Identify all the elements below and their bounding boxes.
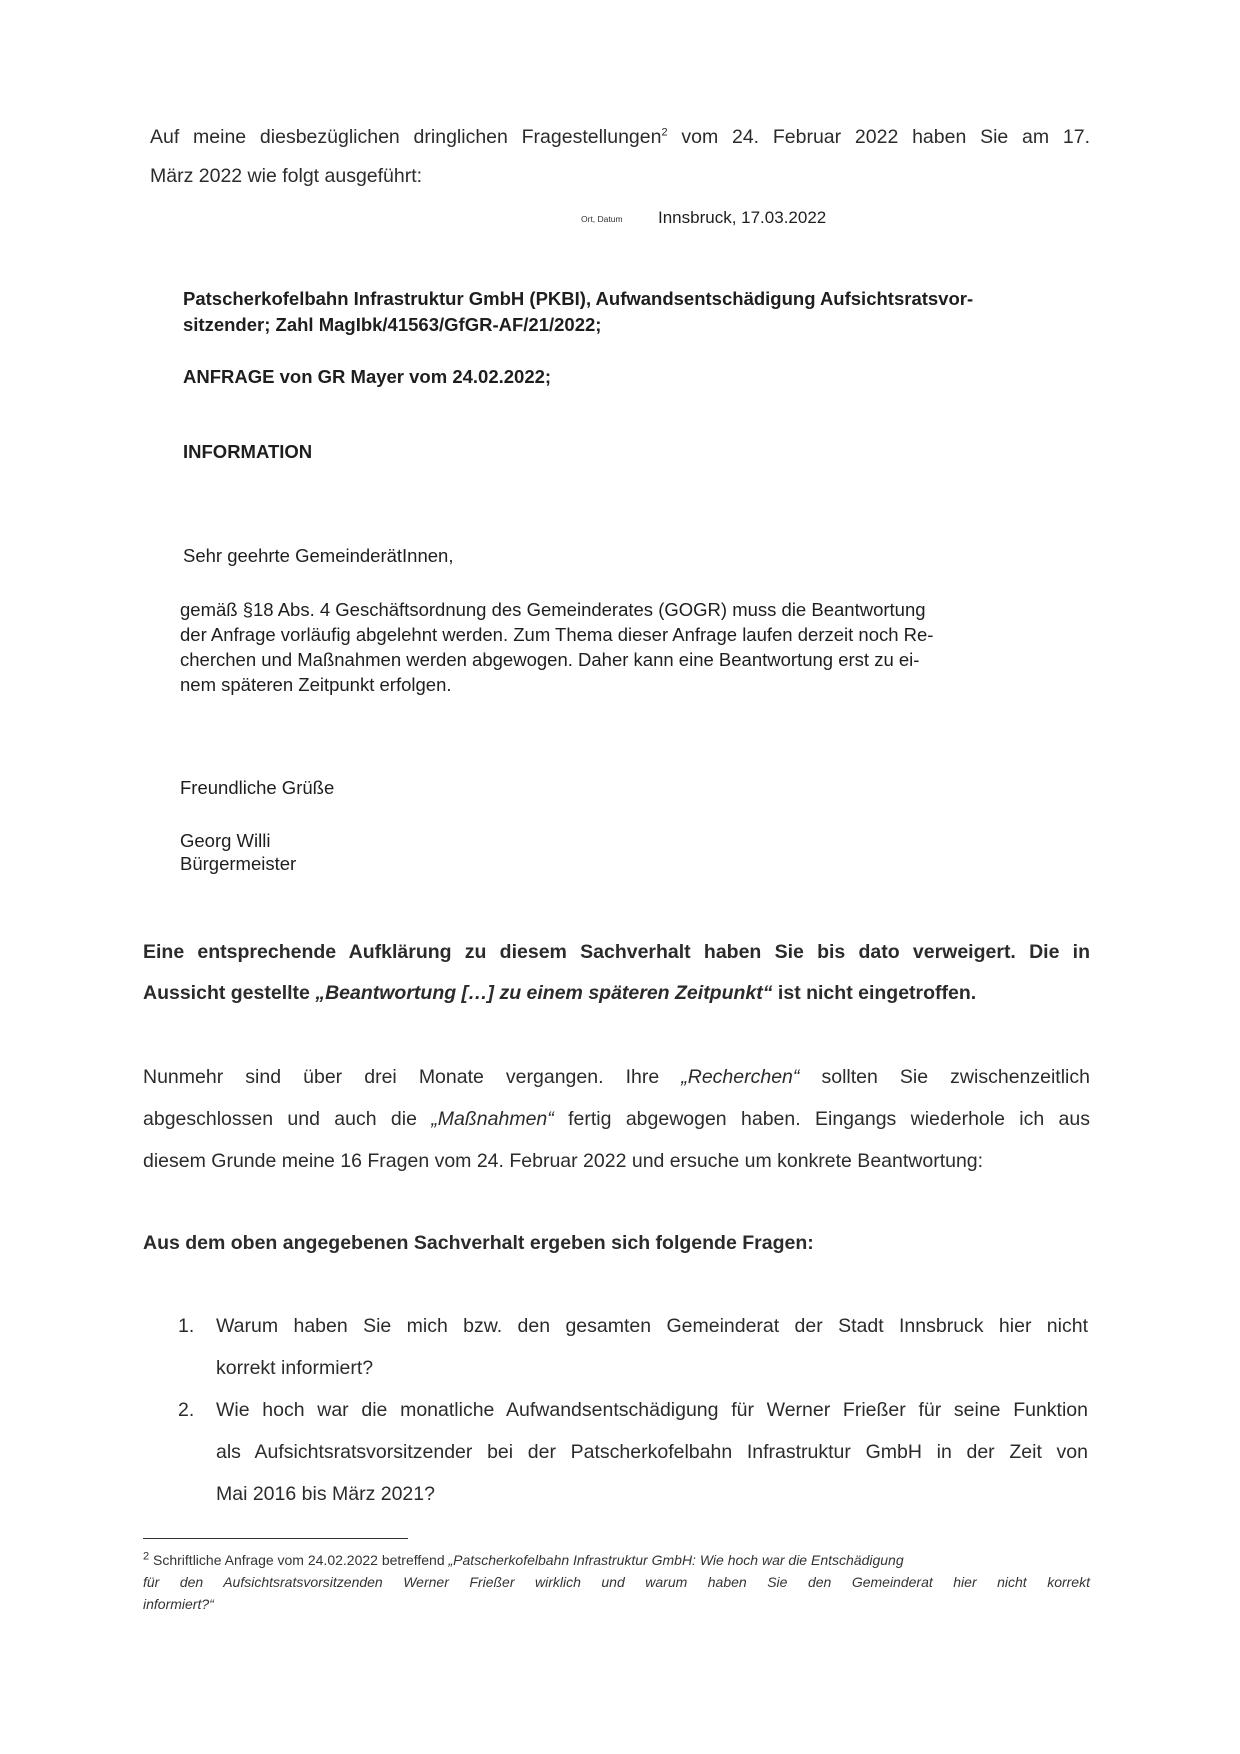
footnote-line-3: informiert?“ — [143, 1596, 214, 1612]
footnote-line-2: für den Aufsichtsratsvorsitzenden Werner Frießer wirklich und warum haben Sie den Gemeinderat hier nicht korrekt — [143, 1574, 1090, 1590]
paragraph-line-3: diesem Grunde meine 16 Fragen vom 24. Februar 2022 und ersuche um konkrete Beantwortung: — [143, 1150, 984, 1172]
statement-line-2: Aussicht gestellte „Beantwortung […] zu einem späteren Zeitpunkt“ ist nicht eingetroffen. — [143, 982, 977, 1004]
paragraph-line-1: Nunmehr sind über drei Monate vergangen. Ihre „Recherchen“ sollten Sie zwischenzeitlich — [143, 1066, 1090, 1088]
place-date-value: Innsbruck, 17.03.2022 — [658, 208, 827, 227]
question-text-line: Warum haben Sie mich bzw. den gesamten Gemeinderat der Stadt Innsbruck hier nicht — [216, 1315, 1088, 1337]
paragraph-line-2: abgeschlossen und auch die „Maßnahmen“ fertig abgewogen haben. Eingangs wiederhole ich aus — [143, 1108, 1090, 1130]
question-text-line: Wie hoch war die monatliche Aufwandsentschädigung für Werner Frießer für seine Funktion — [216, 1399, 1088, 1421]
intro-line-2: März 2022 wie folgt ausgeführt: — [150, 165, 423, 187]
letter-heading: INFORMATION — [183, 441, 313, 462]
question-text-line: korrekt informiert? — [216, 1357, 374, 1379]
letter-salutation: Sehr geehrte GemeinderätInnen, — [183, 545, 454, 566]
question-text-line: als Aufsichtsratsvorsitzender bei der Patscherkofelbahn Infrastruktur GmbH in der Zeit von — [216, 1441, 1088, 1463]
question-number: 2. — [178, 1399, 195, 1421]
letter-subject-line-2: sitzender; Zahl MagIbk/41563/GfGR-AF/21/2022; — [183, 314, 602, 335]
letter-closing: Freundliche Grüße — [180, 777, 335, 798]
footnote-reference: 2 — [661, 126, 668, 139]
question-number: 1. — [178, 1315, 195, 1337]
letter-signer-name: Georg Willi — [180, 830, 271, 851]
intro-line-1: Auf meine diesbezüglichen dringlichen Fragestellungen$^2$ vom 24. Februar 2022 haben Sie am 17. — [150, 126, 1090, 148]
letter-inquiry-line: ANFRAGE von GR Mayer vom 24.02.2022; — [183, 366, 552, 387]
footnote-line-1: $^2$ Schriftliche Anfrage vom 24.02.2022 betreffend „Patscherkofelbahn Infrastruktur GmbH: Wie hoch war die Entschädigung — [143, 1550, 904, 1568]
footnote-separator — [143, 1538, 408, 1539]
letter-body-line-3: cherchen und Maßnahmen werden abgewogen. Daher kann eine Beantwortung erst zu ei- — [180, 649, 920, 670]
letter-body-line-4: nem späteren Zeitpunkt erfolgen. — [180, 674, 452, 695]
question-text-line: Mai 2016 bis März 2021? — [216, 1483, 435, 1505]
letter-body-line-2: der Anfrage vorläufig abgelehnt werden. Zum Thema dieser Anfrage laufen derzeit noch Re- — [180, 624, 934, 645]
letter-signer-title: Bürgermeister — [180, 853, 297, 874]
letter-body-line-1: gemäß §18 Abs. 4 Geschäftsordnung des Gemeinderates (GOGR) muss die Beantwortung — [180, 599, 926, 620]
statement-line-1: Eine entsprechende Aufklärung zu diesem Sachverhalt haben Sie bis dato verweigert. Die in — [143, 941, 1090, 963]
place-date-label: Ort, Datum — [581, 214, 623, 224]
letter-subject-line-1: Patscherkofelbahn Infrastruktur GmbH (PKBI), Aufwandsentschädigung Aufsichtsratsvor- — [183, 288, 974, 309]
questions-heading: Aus dem oben angegebenen Sachverhalt ergeben sich folgende Fragen: — [143, 1232, 814, 1254]
